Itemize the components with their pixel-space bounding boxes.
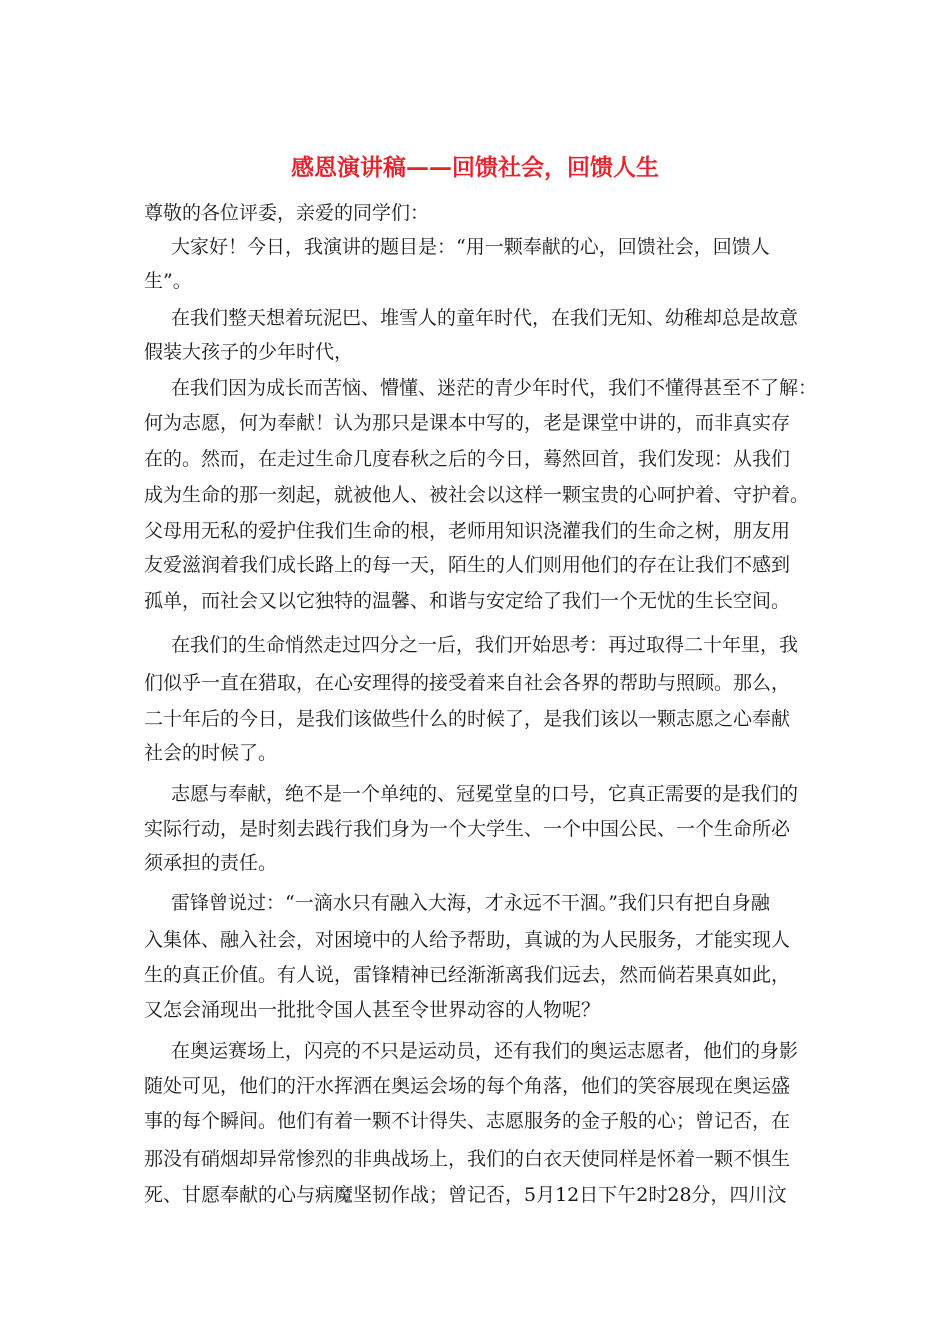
text-line: 在我们因为成长而苦恼、懵懂、迷茫的青少年时代，我们不懂得甚至不了解： [171, 377, 818, 399]
text-line: 又怎会涌现出一批批令国人甚至令世界动容的人物呢？ [144, 999, 601, 1021]
text-line: 那没有硝烟却异常惨烈的非典战场上，我们的白衣天使同样是怀着一颗不惧生 [144, 1148, 791, 1170]
text-line: 雷锋曾说过：“一滴水只有融入大海，才永远不干涸。”我们只有把自身融 [171, 892, 770, 914]
text-line: 须承担的责任。 [144, 852, 278, 874]
text-line: 入集体、融入社会，对困境中的人给予帮助，真诚的为人民服务，才能实现人 [144, 929, 791, 951]
text-line: 随处可见，他们的汗水挥洒在奥运会场的每个角落，他们的笑容展现在奥运盛 [144, 1075, 791, 1097]
text-line: 何为志愿，何为奉献！认为那只是课本中写的，老是课堂中讲的，而非真实存 [144, 412, 791, 434]
text-line: 实际行动，是时刻去践行我们身为一个大学生、一个中国公民、一个生命所必 [144, 818, 791, 840]
text-line: 大家好！今日，我演讲的题目是：“用一颗奉献的心，回馈社会，回馈人 [171, 236, 770, 258]
text-line: 在我们的生命悄然走过四分之一后，我们开始思考：再过取得二十年里，我 [171, 634, 799, 656]
document-title: 感恩演讲稿——回馈社会，回馈人生 [291, 154, 659, 181]
text-line: 二十年后的今日，是我们该做些什么的时候了，是我们该以一颗志愿之心奉献 [144, 708, 791, 730]
text-line: 社会的时候了。 [144, 742, 278, 764]
text-line: 友爱滋润着我们成长路上的每一天，陌生的人们则用他们的存在让我们不感到 [144, 554, 791, 576]
text-line: 生的真正价值。有人说，雷锋精神已经渐渐离我们远去，然而倘若果真如此， [144, 964, 791, 986]
text-line: 父母用无私的爱护住我们生命的根，老师用知识浇灌我们的生命之树，朋友用 [144, 520, 791, 542]
text-line: 在的。然而，在走过生命几度春秋之后的今日，蓦然回首，我们发现：从我们 [144, 448, 791, 470]
text-line: 死、甘愿奉献的心与病魔坚韧作战；曾记否，5月12日下午2时28分，四川汶 [144, 1184, 787, 1206]
text-line: 在奥运赛场上，闪亮的不只是运动员，还有我们的奥运志愿者，他们的身影 [171, 1040, 799, 1062]
text-line: 尊敬的各位评委，亲爱的同学们： [144, 202, 430, 224]
text-line: 假装大孩子的少年时代， [144, 341, 354, 363]
text-line: 们似乎一直在猎取，在心安理得的接受着来自社会各界的帮助与照顾。那么， [144, 672, 791, 694]
text-line: 孤单，而社会又以它独特的温馨、和谐与安定给了我们一个无忧的生长空间。 [144, 590, 791, 612]
text-line: 生”。 [144, 270, 192, 292]
text-line: 成为生命的那一刻起，就被他人、被社会以这样一颗宝贵的心呵护着、守护着。 [144, 484, 810, 506]
text-line: 志愿与奉献，绝不是一个单纯的、冠冕堂皇的口号，它真正需要的是我们的 [171, 783, 799, 805]
text-line: 在我们整天想着玩泥巴、堆雪人的童年时代，在我们无知、幼稚却总是故意 [171, 307, 799, 329]
text-line: 事的每个瞬间。他们有着一颗不计得失、志愿服务的金子般的心；曾记否，在 [144, 1110, 791, 1132]
